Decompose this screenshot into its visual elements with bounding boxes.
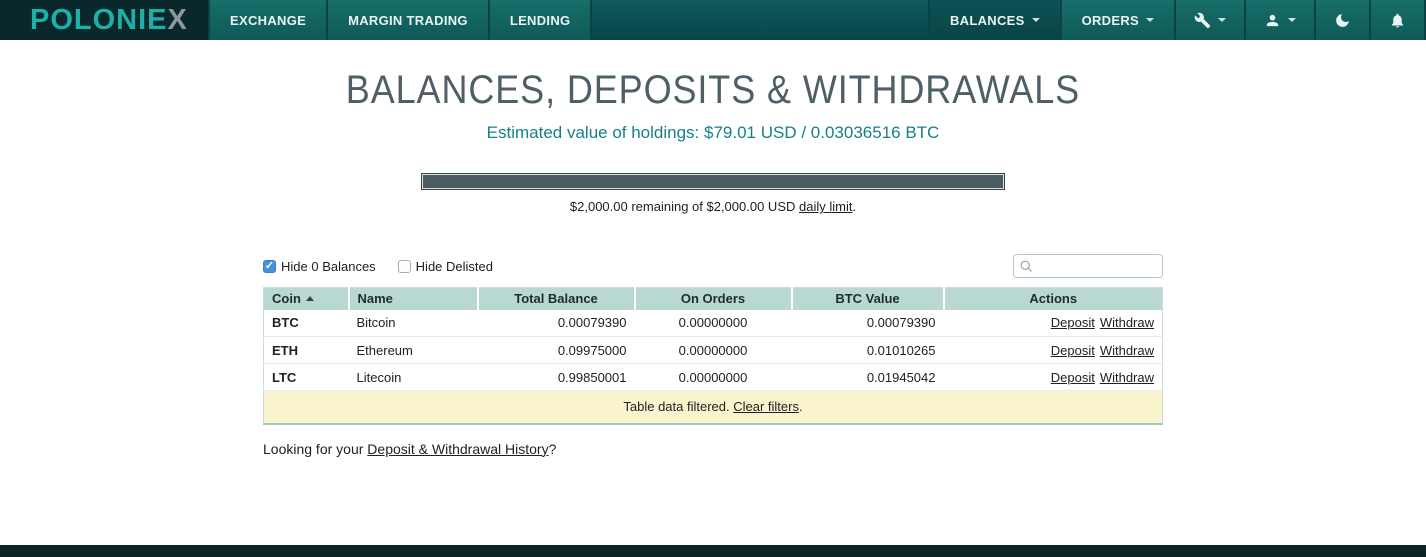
table-controls [263,254,1163,278]
search-input[interactable] [1014,255,1162,277]
nav-item-theme-toggle[interactable] [1314,0,1369,40]
wrench-icon [1194,12,1211,29]
history-note [263,441,1163,457]
nav-item-tools[interactable] [1174,0,1244,40]
column-header-on-orders[interactable]: On Orders [635,288,792,310]
btc-value: 0.01010265 [792,337,944,364]
sort-ascending-icon [306,296,314,301]
chevron-down-icon [1288,18,1296,22]
daily-limit-text [0,199,1426,214]
page-title: BALANCES, DEPOSITS & WITHDRAWALS [345,68,1081,112]
btc-value: 0.00079390 [792,310,944,337]
hide-zero-balances-control [263,259,376,274]
limit-text-before: $2,000.00 remaining of $2,000.00 USD [569,199,799,214]
nav-item-account[interactable] [1244,0,1314,40]
column-header-actions[interactable]: Actions [944,288,1163,310]
chevron-down-icon [1146,18,1154,22]
search-icon [1019,259,1034,274]
nav-item-exchange[interactable]: EXCHANGE [208,0,326,40]
clear-filters-link[interactable]: Clear filters [733,399,799,415]
on-orders-value: 0.00000000 [635,364,792,391]
column-header-total-balance[interactable]: Total Balance [478,288,635,310]
deposit-withdrawal-history-link[interactable]: Deposit & Withdrawal History [367,440,549,457]
logo-x: X [167,3,188,36]
nav-item-orders[interactable] [1060,0,1174,40]
filtered-notice-row [264,391,1163,424]
table-row [264,310,1163,337]
table-search-box [1013,254,1163,278]
filtered-notice-after: . [798,399,803,415]
deposit-link[interactable]: Deposit [1050,315,1095,331]
nav-balances-label: BALANCES [949,12,1025,28]
withdraw-link[interactable]: Withdraw [1099,342,1154,358]
nav-item-lending[interactable]: LENDING [488,0,593,40]
limit-text-after: . [852,199,857,214]
chevron-down-icon [1218,18,1226,22]
check-icon: ✓ [264,259,275,272]
history-note-text: Looking for your [263,440,368,457]
hide-zero-balances-checkbox[interactable] [263,260,276,273]
chevron-down-icon [1032,18,1040,22]
total-balance-value: 0.00079390 [478,310,635,337]
nav-item-margin-trading[interactable]: MARGIN TRADING [326,0,488,40]
user-icon [1264,12,1281,29]
btc-value: 0.01945042 [792,364,944,391]
holdings-estimate: Estimated value of holdings: $79.01 USD / 0.03036516 BTC [486,123,940,142]
deposit-link[interactable]: Deposit [1050,369,1095,385]
balances-table [263,287,1163,425]
history-note-after: ? [548,440,557,457]
total-balance-value: 0.09975000 [478,337,635,364]
on-orders-value: 0.00000000 [635,337,792,364]
total-balance-value: 0.99850001 [478,364,635,391]
page-footer [0,545,1426,557]
nav-left-group [208,0,592,40]
main-content [0,68,1426,457]
column-header-btc-value[interactable]: BTC Value [792,288,944,310]
hide-zero-balances-label: Hide 0 Balances [281,258,376,274]
filtered-notice-text: Table data filtered. [623,399,734,415]
coin-ticker: ETH [264,337,349,364]
nav-right-group [928,0,1426,40]
daily-limit-progress-fill [423,175,1003,188]
logo-text: POLONIE [30,3,168,36]
deposit-link[interactable]: Deposit [1050,342,1095,358]
column-header-coin[interactable]: Coin [264,288,349,310]
app-logo[interactable] [0,0,208,40]
coin-name: Bitcoin [349,310,478,337]
nav-orders-label: ORDERS [1081,12,1139,28]
column-header-name[interactable]: Name [349,288,478,310]
bell-icon [1389,12,1406,29]
nav-item-balances[interactable] [928,0,1060,40]
withdraw-link[interactable]: Withdraw [1099,369,1154,385]
hide-delisted-checkbox[interactable] [398,260,411,273]
hide-delisted-label: Hide Delisted [415,258,493,274]
hide-delisted-control [398,259,493,274]
nav-spacer [592,0,928,40]
coin-ticker: LTC [264,364,349,391]
on-orders-value: 0.00000000 [635,310,792,337]
moon-icon [1334,12,1351,29]
top-navbar [0,0,1426,40]
daily-limit-progress-bar [421,173,1005,190]
nav-item-notifications[interactable] [1369,0,1426,40]
coin-ticker: BTC [264,310,349,337]
coin-name: Ethereum [349,337,478,364]
daily-limit-link[interactable]: daily limit [799,199,853,214]
withdraw-link[interactable]: Withdraw [1099,315,1154,331]
table-row [264,364,1163,391]
table-row [264,337,1163,364]
table-header-row [264,288,1163,310]
coin-name: Litecoin [349,364,478,391]
